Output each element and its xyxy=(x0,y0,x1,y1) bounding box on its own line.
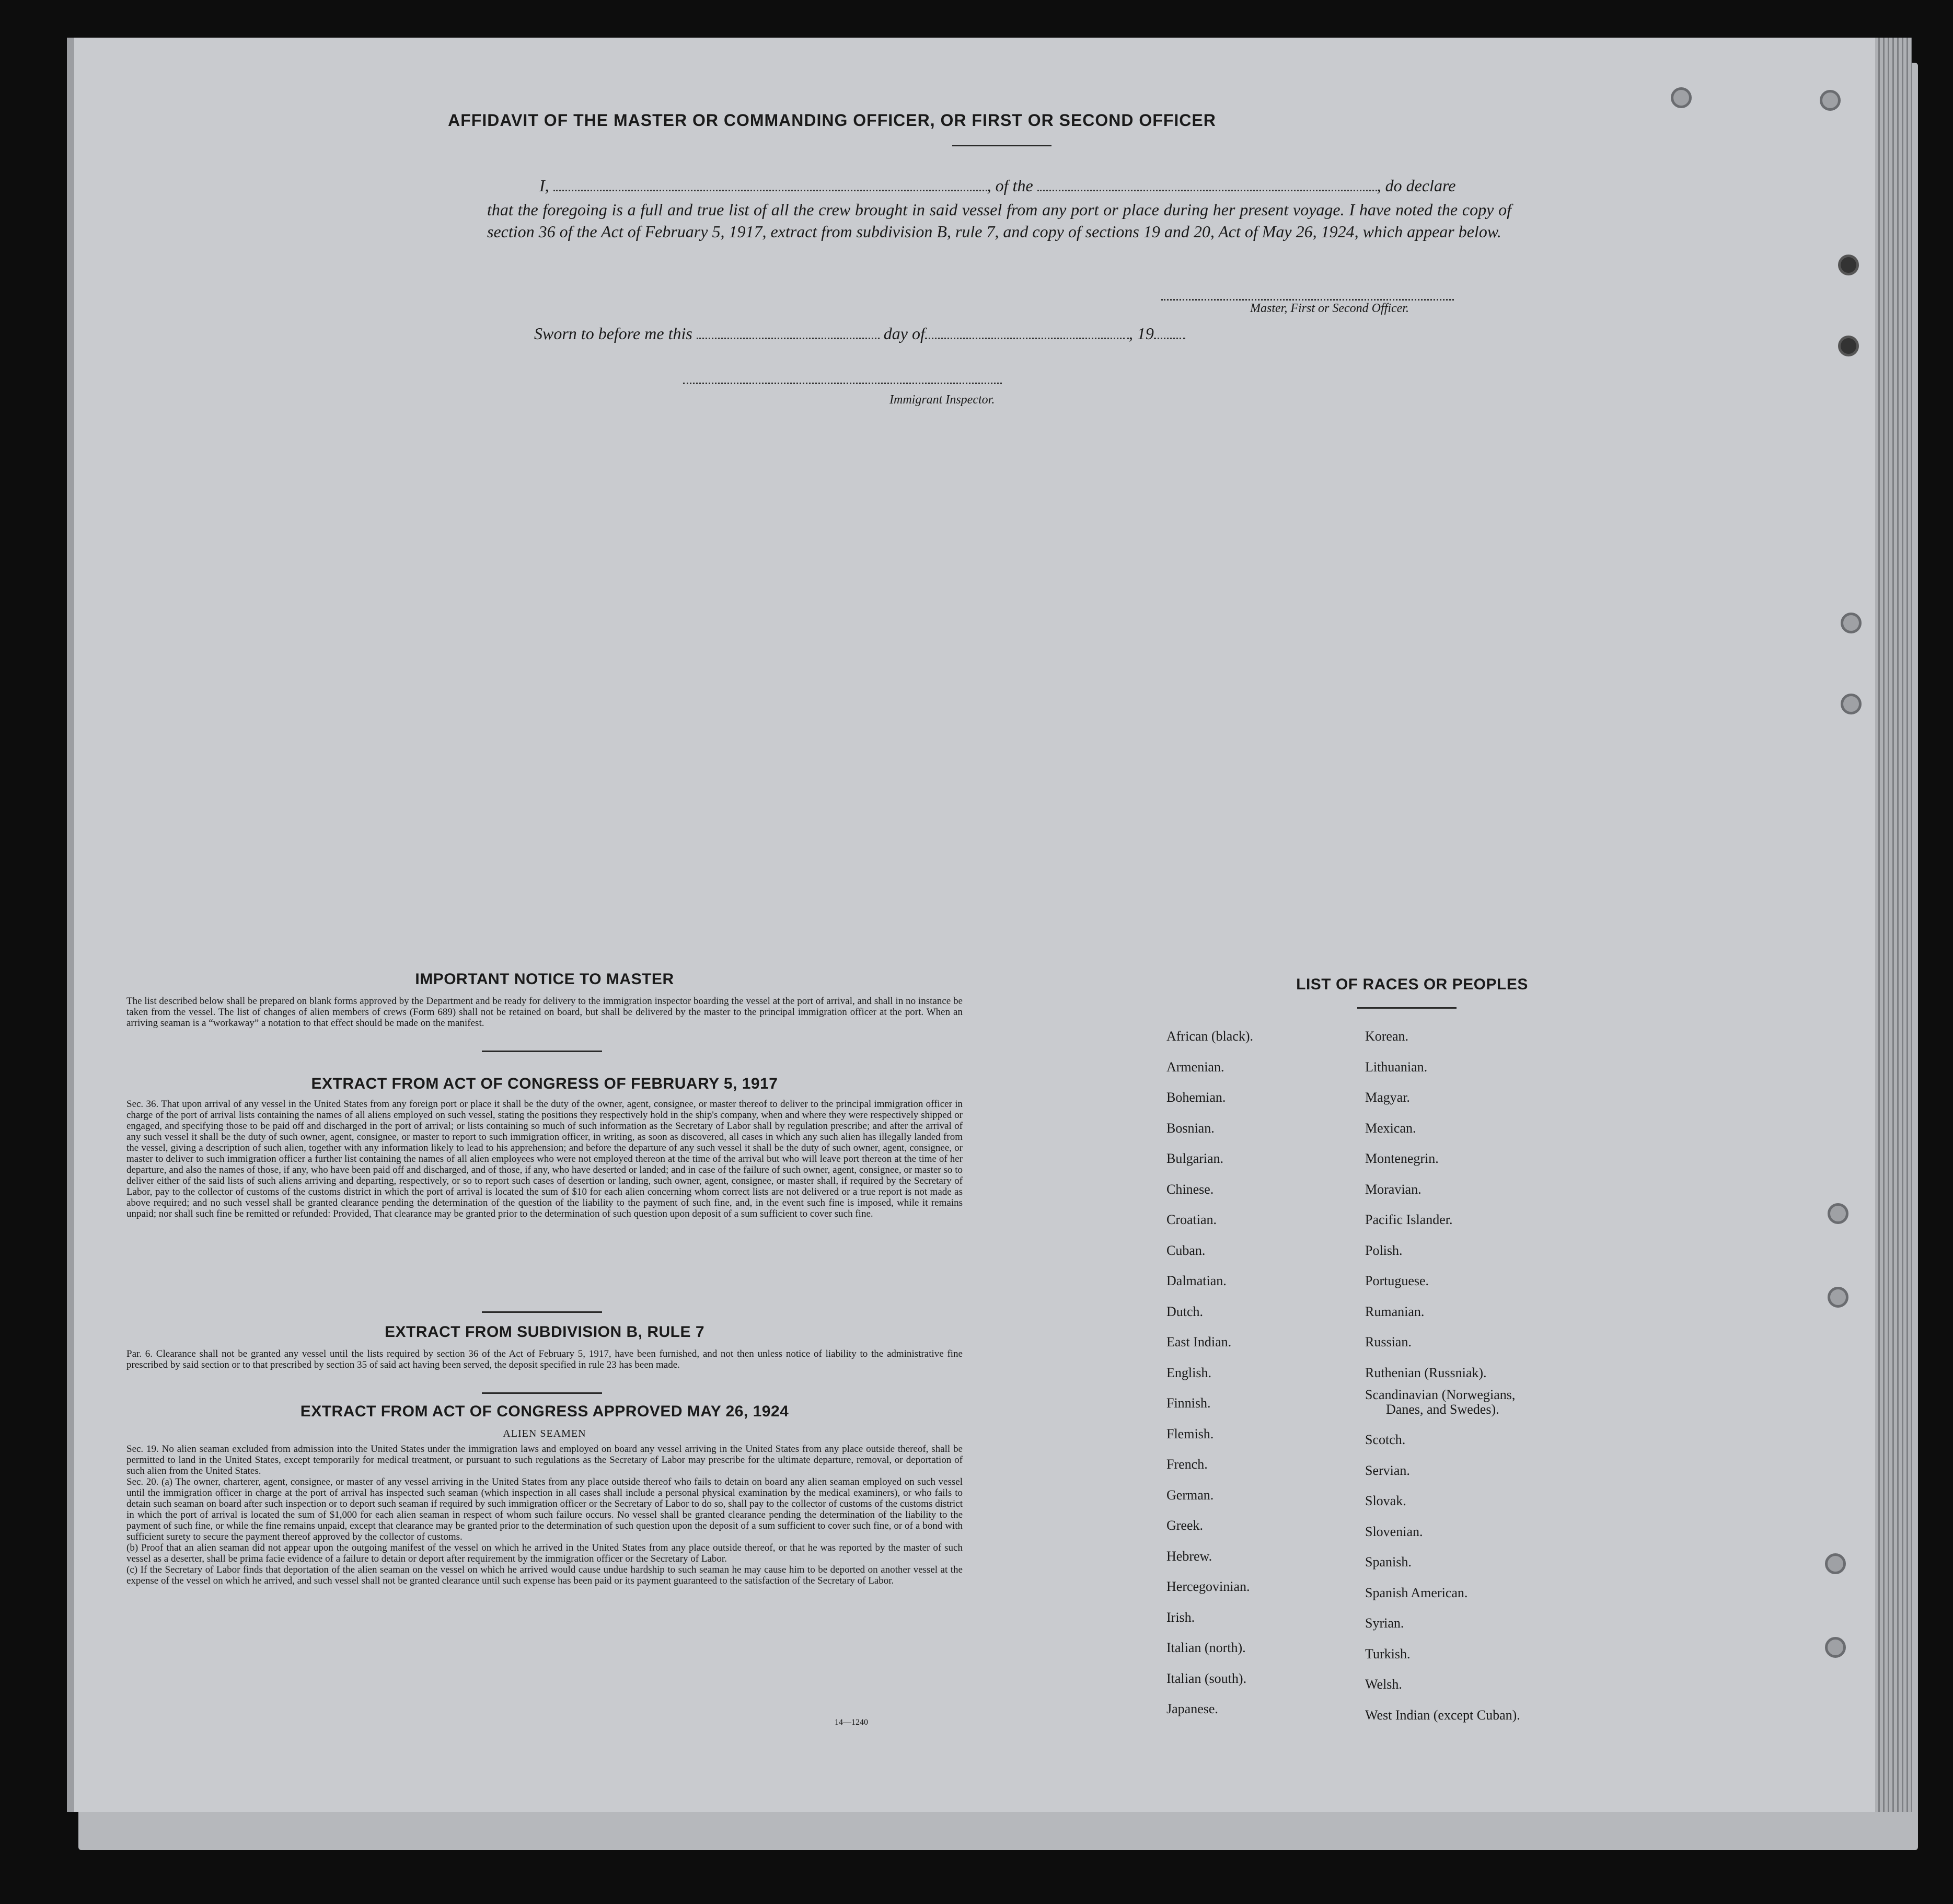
page-stack-edge xyxy=(1875,38,1912,1812)
sworn-label: Sworn to before me this xyxy=(534,324,692,343)
race-entry: Lithuanian. xyxy=(1365,1059,1428,1075)
affidavit-title: AFFIDAVIT OF THE MASTER OR COMMANDING OFFICER, OR FIRST OR SECOND OFFICER xyxy=(448,111,1216,130)
binder-hole-icon xyxy=(1828,1287,1848,1308)
notice-title: IMPORTANT NOTICE TO MASTER xyxy=(415,971,674,988)
race-entry: Portuguese. xyxy=(1365,1273,1429,1288)
race-entry: Slovak. xyxy=(1365,1493,1406,1508)
races-title-underline xyxy=(1357,1007,1457,1009)
rule-7-text: Par. 6. Clearance shall not be granted any vessel until the lists required by section 36 of the Act of February 5, 1917, have been furnished, and not then unless notice of liability to the administrative fine prescribed by said section or to that prescribed by section 35 of said act having been served, the deposit specified in rule 23 has been made. xyxy=(126,1348,963,1370)
race-entry: German. xyxy=(1166,1487,1214,1503)
race-entry: Spanish. xyxy=(1365,1554,1412,1570)
binder-hole-icon xyxy=(1820,90,1841,111)
race-entry: Japanese. xyxy=(1166,1701,1218,1716)
notice-text: The list described below shall be prepared on blank forms approved by the Department and be ready for delivery to the immigration inspector boarding the vessel at the port of arrival, and shall in no instance be taken from the vessel. The list of changes of alien members of crews (Form 689) shall not be retained on board, but shall be delivered by the master to the principal immigration officer at the port. When an arriving seaman is a “workaway” a notation to that effect should be made on the manifest. xyxy=(126,996,963,1029)
race-entry: Pacific Islander. xyxy=(1365,1212,1453,1227)
binder-hole-icon xyxy=(1841,694,1862,714)
race-entry: Bohemian. xyxy=(1166,1090,1226,1105)
day-of-label: day of xyxy=(883,324,925,343)
race-entry: English. xyxy=(1166,1365,1211,1380)
race-entry: Syrian. xyxy=(1365,1615,1404,1631)
section-divider xyxy=(482,1311,602,1313)
race-entry: Italian (north). xyxy=(1166,1640,1246,1655)
race-entry: Cuban. xyxy=(1166,1242,1206,1258)
sworn-line xyxy=(534,324,1185,343)
declare-label: , do declare xyxy=(1377,176,1456,195)
sworn-day-field[interactable] xyxy=(697,337,880,339)
race-entry: Flemish. xyxy=(1166,1426,1214,1441)
race-entry: Finnish. xyxy=(1166,1395,1211,1411)
race-entry: Servian. xyxy=(1365,1462,1410,1478)
race-entry: Hercegovinian. xyxy=(1166,1579,1250,1594)
declarant-name-field[interactable] xyxy=(553,189,987,191)
race-entry: Ruthenian (Russniak). xyxy=(1365,1365,1487,1380)
alien-seamen-subtitle: ALIEN SEAMEN xyxy=(503,1428,586,1439)
sec-20a-text: Sec. 20. (a) The owner, charterer, agent, consignee, or master of any vessel arriving in the United States from any place outside thereof who fails to detain on board any alien seaman employed on such vessel until the immigration officer in charge at the port of arrival has inspected such seaman (which inspection in all cases shall include a personal physical examination by the medical examiners), or who fails to detain such seaman on board after such inspection or to deport such seaman if required by such immigration officer or the Secretary of Labor to do so, shall pay to the collector of customs of the customs district in which the port of arrival is located the sum of $1,000 for each alien seaman in respect of whom such failure occurs. No vessel shall be granted clearance pending the determination of the liability to the payment of such fine, or while the fine remains unpaid, except that clearance may be granted prior to the determination of such question upon the deposit of a sum sufficient to cover such fine, or of a bond with sufficient surety to secure the payment thereof approved by the collector of customs. xyxy=(126,1476,963,1542)
binder-hole-icon xyxy=(1825,1637,1846,1658)
binder-hole-icon xyxy=(1838,336,1859,356)
race-entry: African (black). xyxy=(1166,1029,1254,1044)
races-column-2 xyxy=(1365,1021,1520,1730)
inspector-signature-line[interactable] xyxy=(683,383,1002,384)
race-entry: Greek. xyxy=(1166,1518,1204,1533)
rule-7-title: EXTRACT FROM SUBDIVISION B, RULE 7 xyxy=(384,1323,705,1341)
document-page xyxy=(67,38,1912,1812)
master-signature-line[interactable] xyxy=(1161,299,1454,301)
binder-hole-icon xyxy=(1841,613,1862,633)
vessel-name-field[interactable] xyxy=(1037,189,1377,191)
race-entry: Spanish American. xyxy=(1365,1585,1468,1600)
race-entry: Montenegrin. xyxy=(1365,1151,1439,1166)
section-divider xyxy=(482,1392,602,1394)
race-entry: Moravian. xyxy=(1365,1181,1422,1197)
race-entry: Dalmatian. xyxy=(1166,1273,1227,1288)
races-title: LIST OF RACES OR PEOPLES xyxy=(1296,976,1528,993)
race-entry: Italian (south). xyxy=(1166,1670,1247,1686)
binder-hole-icon xyxy=(1838,255,1859,275)
sec-20b-text: (b) Proof that an alien seaman did not appear upon the outgoing manifest of the vessel on which he arrived in the United States from any place outside thereof, or that he was reported by the master of such vessel as a deserter, shall be prima facie evidence of a failure to detain or deport after requirement by the immigration officer or the Secretary of Labor. xyxy=(126,1542,963,1564)
race-entry: Turkish. xyxy=(1365,1646,1411,1661)
form-number: 14—1240 xyxy=(835,1718,868,1727)
master-signature-label: Master, First or Second Officer. xyxy=(1250,302,1409,315)
race-entry: Armenian. xyxy=(1166,1059,1224,1075)
race-entry: Slovenian. xyxy=(1365,1524,1423,1539)
race-entry: Chinese. xyxy=(1166,1181,1214,1197)
race-entry: Scandinavian (Norwegians, xyxy=(1365,1387,1516,1402)
binder-hole-icon xyxy=(1825,1553,1846,1574)
race-entry: French. xyxy=(1166,1457,1208,1472)
sworn-year-field[interactable] xyxy=(1154,337,1185,339)
affidavit-paragraph: that the foregoing is a full and true list of all the crew brought in said vessel from any port or place during her present voyage. I have noted the copy of section 36 of the Act of February 5, 1917, extract from subdivision B, rule 7, and copy of sections 19 and 20, Act of May 26, 1924, which appear below. xyxy=(487,200,1511,241)
race-entry: East Indian. xyxy=(1166,1334,1232,1349)
year-label: , 19 xyxy=(1128,324,1154,343)
race-entry: Russian. xyxy=(1365,1334,1412,1349)
race-entry: Bosnian. xyxy=(1166,1120,1215,1136)
race-entry: Dutch. xyxy=(1166,1303,1204,1319)
extract-1917-text: Sec. 36. That upon arrival of any vessel in the United States from any foreign port or place it shall be the duty of the owner, agent, consignee, or master thereof to deliver to the principal immigration officer in charge of the port of arrival lists containing the names of all aliens employed on such vessel, stating the positions they respectively hold in the ship's company, when and where they were respectively shipped or engaged, and specifying those to be paid off and discharged in the port of arrival; or lists containing so much of such information as the Secretary of Labor shall by regulation prescribe; and after the arrival of any such vessel it shall be the duty of such owner, agent, consignee, or master to report to such immigration officer, in writing, as soon as discovered, all cases in which any such alien has illegally landed from the vessel, giving a description of such alien, together with any information likely to lead to his apprehension; and before the departure of any such vessel it shall be the duty of such owner, agent, consignee, or master to deliver to such immigration officer a further list containing the names of all alien employees who were not employed thereon at the time of the arrival but who will leave port thereon at the time of her departure, and also the names of those, if any, who have been paid off and discharged, and of those, if any, who have deserted or landed; and in case of the failure of such owner, agent, consignee, or master so to deliver either of the said lists of such aliens arriving and departing, respectively, or so to report such cases of desertion or landing, such owner, agent, consignee, or master shall, if required by the Secretary of Labor, pay to the collector of customs of the customs district in which the port of arrival is located the sum of $10 for each alien concerning whom correct lists are not delivered or a true report is not made as above required; and no such vessel shall be granted clearance pending the determination of the question of the liability to the payment of such fine, and, in the event such fine is imposed, while it remains unpaid; nor shall such fine be remitted or refunded: Provided, That clearance may be granted prior to the determination of such question upon deposit of a sum sufficient to cover such fine. xyxy=(126,1099,963,1219)
sec-20c-text: (c) If the Secretary of Labor finds that deportation of the alien seaman on the vessel on which he arrived would cause undue hardship to such seaman he may cause him to be deported on another vessel at the expense of the vessel on which he arrived, and such vessel shall not be granted clearance until such expense has been paid or its payment guaranteed to the satisfaction of the Secretary of Labor. xyxy=(126,1564,963,1586)
race-entry: Rumanian. xyxy=(1365,1303,1425,1319)
section-divider xyxy=(482,1051,602,1052)
sec-19-text: Sec. 19. No alien seaman excluded from admission into the United States under the immigration laws and employed on board any vessel arriving in the United States from any place outside thereof, shall be permitted to land in the United States, except temporarily for medical treatment, or pursuant to such regulations as the Secretary of Labor may prescribe for the ultimate departure, removal, or deportation of such alien from the United States. xyxy=(126,1444,963,1476)
race-entry: Magyar. xyxy=(1365,1090,1410,1105)
race-entry: Korean. xyxy=(1365,1029,1409,1044)
race-entry: Polish. xyxy=(1365,1242,1403,1258)
title-underline xyxy=(952,145,1051,146)
extract-1924-title: EXTRACT FROM ACT OF CONGRESS APPROVED MAY 26, 1924 xyxy=(300,1403,789,1420)
inspector-signature-label: Immigrant Inspector. xyxy=(889,393,995,407)
extract-1924-body xyxy=(126,1444,963,1586)
race-entry: Mexican. xyxy=(1365,1120,1416,1136)
sworn-month-field[interactable] xyxy=(925,337,1129,339)
race-entry: Irish. xyxy=(1166,1609,1195,1625)
race-entry: Bulgarian. xyxy=(1166,1151,1224,1166)
race-entry: West Indian (except Cuban). xyxy=(1365,1707,1520,1723)
vessel-label: , of the xyxy=(987,176,1033,195)
extract-1917-title: EXTRACT FROM ACT OF CONGRESS OF FEBRUARY 5, 1917 xyxy=(311,1075,778,1092)
race-entry: Danes, and Swedes). xyxy=(1386,1402,1499,1417)
race-entry: Welsh. xyxy=(1365,1677,1402,1692)
binder-hole-icon xyxy=(1671,87,1692,108)
affidavit-line1 xyxy=(539,176,1455,195)
declarant-label: I, xyxy=(539,176,549,195)
binder-hole-icon xyxy=(1828,1203,1848,1224)
race-entry: Scotch. xyxy=(1365,1432,1406,1447)
race-entry: Croatian. xyxy=(1166,1212,1217,1227)
races-column-1 xyxy=(1166,1021,1253,1725)
race-entry: Hebrew. xyxy=(1166,1548,1212,1564)
